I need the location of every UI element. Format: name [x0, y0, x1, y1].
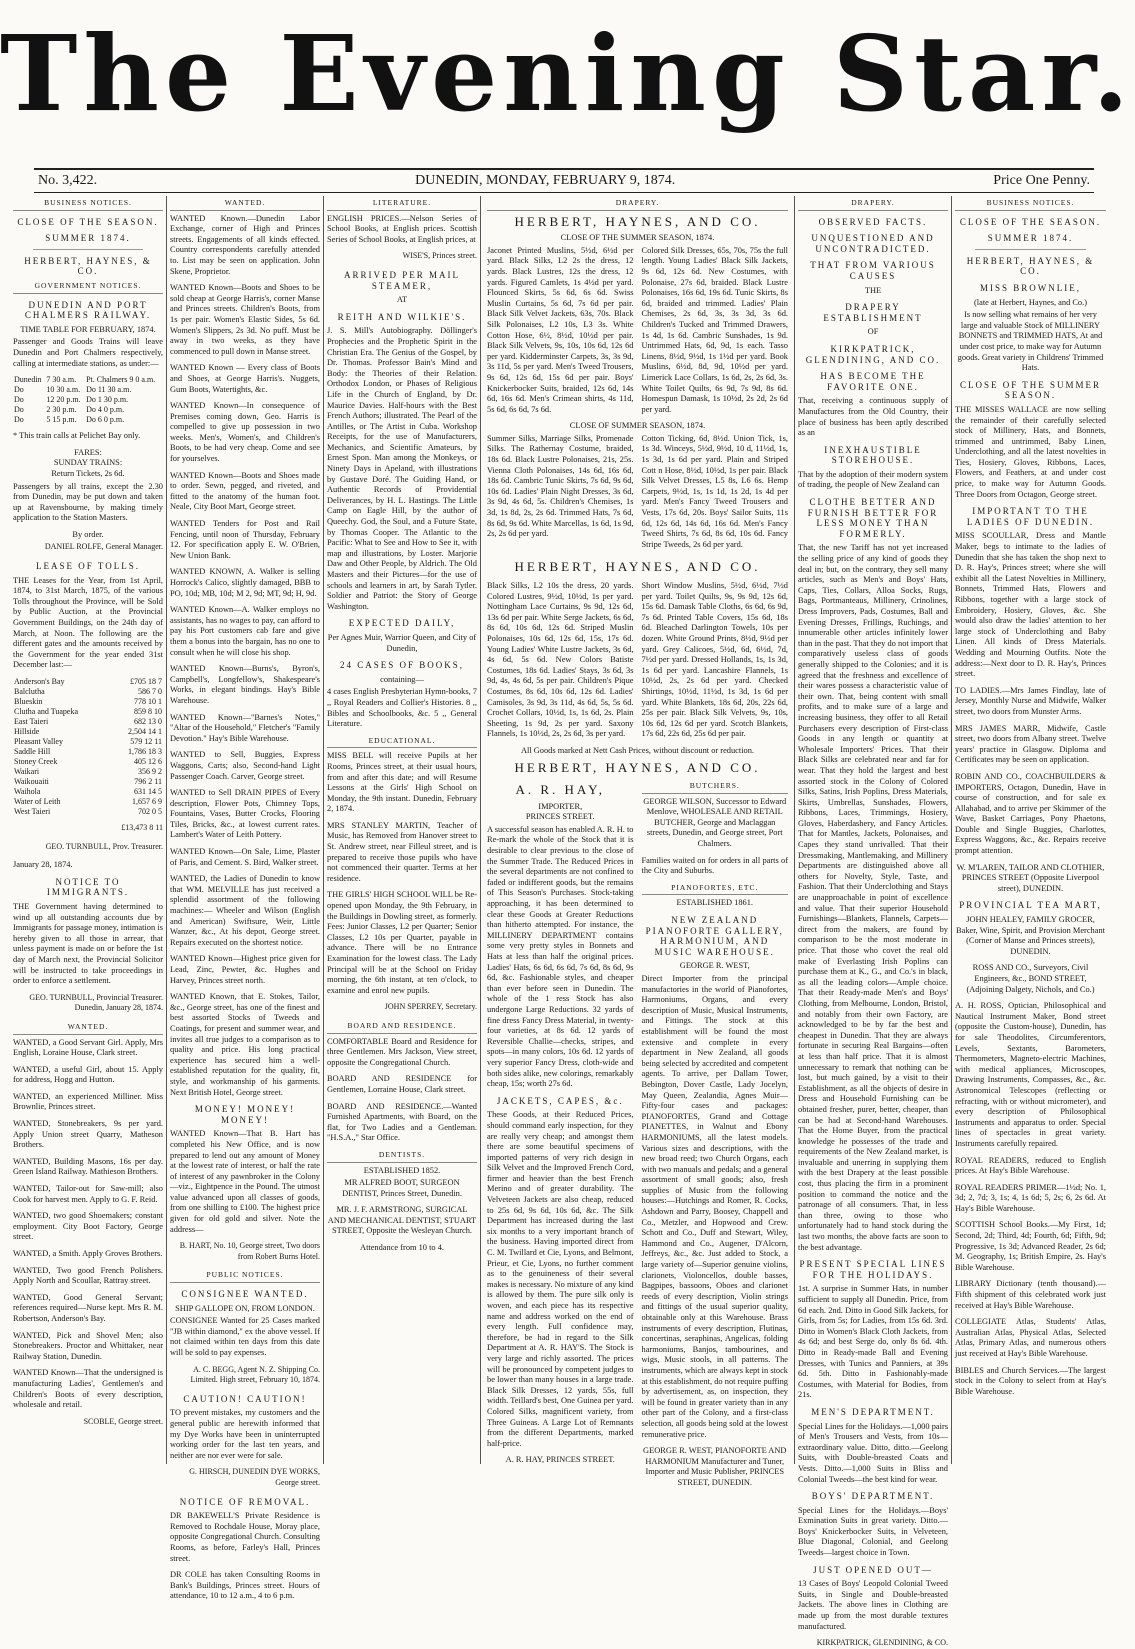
ad-text: ROYAL READERS PRIMER—1½d; No. 1, 3d; 2, 7d; 3, 1s; 4, 1s 6d; 5, 2s; 6, 2s 6d. At Hay's Bible Warehouse.	[955, 1182, 1106, 1213]
toll-row	[13, 757, 163, 767]
wanted-ad: WANTED, Building Masons, 16s per day. Green Island Railway. Mathieson Brothers.	[13, 1156, 163, 1177]
ad-text: Special Lines for the Holidays.—Boys' Exmination Suits in great variety. Ditto.—Boys' Knickerbocker Suits, in Velveteen, Blue Diagonal, Colonial, and Geelong Tweeds—largest choice in Town.	[798, 1505, 948, 1558]
ad-heading: KIRKPATRICK, GLENDINING, AND CO.	[805, 343, 941, 365]
toll-row	[13, 807, 163, 817]
toll-amount: 702 0 5	[138, 807, 162, 816]
ad-signature: GEO. TURNBULL, Provincial Treasurer. Dunedin, January 28, 1874.	[29, 992, 163, 1013]
ad-text: That by the adoption of their modern system of trading, the people of New Zealand can	[798, 469, 948, 490]
ad-text: JOHN HEALEY, FAMILY GROCER, Baker, Wine, Spirit, and Provision Merchant (Corner of Manse and Princes streets), DUNEDIN.	[956, 915, 1105, 956]
ad-text: W. M'LAREN, TAILOR AND CLOTHIER, PRINCES STREET (Opposite Liverpool street), DUNEDIN.	[956, 862, 1105, 893]
ad-signature: WISE'S, Princes street.	[402, 251, 477, 261]
ad-signature: B. HART, No. 10, George street, Two doors from Robert Burns Hotel.	[179, 1241, 320, 1261]
price-list-left: Summer Silks, Marriage Silks, Promenade Silks. The Rathernay Costume, braided, 18s 6d. Black Lustre Polonaises, 21s, 25s. Vienna Cloth Polonaises, 14s 6d, 16s 6d, 18s 6d. Cambric Tunic Skirts, 7s 6d, 9s 6d, 10s 6d. Ladies' Plain Night Dresses, 3s 6d, 3s 9d, 4s 6d, 5s. Children's Chemises, 1s 3d, 1s 8d, 2s, 2s 6d. Trimmed Hats, 7s 6d, 8s 6d, 9s 6d. White Marcellas, 1s 6d, 1s 9d, 2s, 2s 6d per yard.	[487, 433, 634, 539]
section-header: LITERATURE.	[327, 198, 477, 211]
wanted-ad: WANTED Known—Boots and Shoes to be sold cheap at George Harris's, corner Manse and Princes streets. Children's Boots, from 1s per pair. Women's Elastic Sides, 5s 6d. Women's Slippers, 2s 3d. No puff. Must be away in two weeks, as they have commenced to pull down in Manse street.	[170, 283, 320, 356]
toll-row	[13, 777, 163, 787]
ad-heading: HAS BECOME THE FAVORITE ONE.	[820, 371, 926, 392]
ad-signature: DANIEL ROLFE, General Manager.	[44, 542, 163, 552]
ad-heading: SUMMER 1874.	[45, 233, 131, 244]
ad-heading: NOTICE OF REMOVAL.	[179, 1496, 311, 1507]
ad-heading: NEW ZEALAND PIANOFORTE GALLERY, HARMONIUM, AND MUSIC WAREHOUSE.	[645, 915, 784, 957]
timetable-cell: Dunedin	[14, 375, 42, 385]
toll-amount: 682 13 0	[134, 717, 162, 726]
wanted-ad: WANTED, Good General Servant; references required—Nurse kept. Mrs R. M. Robertson, Anderson's Bay.	[13, 1292, 163, 1323]
toll-amount: 778 10 1	[134, 697, 162, 706]
ad-heading: CONSIGNEE WANTED.	[181, 1289, 309, 1300]
ad-subheading: GEORGE R. WEST,	[679, 961, 750, 971]
ad-text: SCOTTISH School Books.—My First, 1d; Second, 2d; Third, 4d; Fourth, 6d; Fifth, 9d; Progressive, 1s 3d; Advanced Reader, 2s 6d; M. Geography, 1s; British Empire, 2s. Hay's Bible Warehouse.	[955, 1220, 1106, 1272]
timetable-cell: Do	[14, 405, 24, 415]
ad-text: CONSIGNEE Wanted for 25 Cases marked "JB within diamond," ex the above vessel. If not claimed within ten days from this date will be sold to pay expenses.	[170, 1316, 320, 1357]
timetable-row	[13, 375, 163, 385]
wanted-ad: WANTED, Pick and Shovel Men; also Stonebreakers. Proctor and Whittaker, near Railway Station, Dunedin.	[13, 1330, 163, 1361]
column-1	[10, 196, 167, 1464]
ad-text: THE MISSES WALLACE are now selling the remainder of their carefully selected stock of Millinery, Hats, and Bonnets, trimmed and untrimmed, Baby Linen, Underclothing, and all the latest novelties in Ties, Hosiery, Gloves, Ribbons, Laces, Flowers, and Feathers, at and under cost price, to make way for Autumn Goods. Three Doors from Octagon, George street.	[955, 404, 1106, 499]
ad-text: That, the new Tariff has not yet increased the selling price of any kind of goods they deal in; but, on the contrary, they sell many articles, such as Men's and Boys' Hats, Caps, Ties, Collars, Alloa Socks, Rugs, Bags, Portmanteaus, Millinery, Crinolines, Dress Improvers, Pads, Costumes, Ball and Evening Dresses, Frillings, Ruchings, and innumerable other articles infinitely lower than in the past. That they do not import that comparatively useless class of goods generally shipped to the Colonies; and it is agreed that the freshness and excellence of their wares possess a characteristic value of their own. That, being content with small profits, and to make sure of a large and increasing business, they offer to all Retail Purchasers every description of First-class Goods in any length or quantity at Wholesale Importers' Prices. That their Black Silks are celebrated near and far for wear. That they hold the largest and best assorted stock in the Colony of Colored Silks, Satins, Irish Poplins, Dress Materials, Skirts, Umbrellas, Sunshades, Flowers, Ribbons, Laces, Trimmings, Hosiery, Gloves, Haberdashery, and Fancy Articles. That for Mantles, Jackets, Polonaises, and Capes they stand unrivalled. That their Dressmaking, Mantlemaking, and Millinery Departments are distinguished above all others for Novelty, Style, Taste, and Fashion. That their Underclothing and Stays are unapproachable in point of excellence and value. That their superior Household Furnishings—Blankets, Flannels, Carpets—direct from the makers, are found by comparison to be the most moderate in price. That those who covet the real old make of Everlasting Irish Poplins can purchase them at K., G., and Co.'s in black, as all the leading colors—Ample choice. That their Ready-made Men's and Boys' Clothing, from Melbourne, London, Bristol, and notably from their own Factory, are acknowledged to be by far the best and cheapest in Dunedin. That they are always fortunate in securing Real Bargains—often at less than half price. That it is almost unnecessary to remark that nothing can be lost, but much gained, by a visit to their Establishment, as all the objects of desire in Dress and Household Furnishing can be obtained fresher, purer, better, cheaper, than can be had at Second-hand Warehouses. That the Home Buyer, from the practical knowledge he possesses of the trade and requirements of the New Zealand market, is invaluable and unerring in supplying them with the best Drapery at the least possible cost, thus placing the firm in a prominent position to command the notice and the patronage of all consumers. That, in less than three, owing to those who unfortunately had to hand stock during the last two months, the above facts are soon to the best advantage.	[798, 543, 948, 1252]
wanted-ad: WANTED Known — Every class of Boots and Shoes, at George Harris's. Nuggets, Gum Boots, Watertights, &c.	[170, 363, 320, 394]
ad-heading: JACKETS, CAPES, &c.	[496, 1095, 624, 1106]
wanted-ad: WANTED Known, that E. Stokes, Tailor, &c., George street, has one of the finest and best assorted Stocks of Tweeds and Coatings, for present and summer wear, and invites all true judges to a comparison as to quality and price. His long practical experience has secured him a well-established reputation for the quality, fit, style, and workmanship of his garments. Next British Hotel, George street.	[170, 992, 320, 1097]
ad-subheading: containing—	[380, 674, 424, 684]
wanted-ad: WANTED Known—Burns's, Byron's, Campbell's, Longfellow's, Shakespeare's Works, in elegant bindings. Hay's Bible Warehouse.	[170, 664, 320, 705]
ad-text: COLLEGIATE Atlas, Students' Atlas, Australian Atlas, Physical Atlas, Selected Atlas, Primary Atlas, and numerous others just received at Hay's Bible Warehouse.	[955, 1317, 1106, 1358]
ad-subheading: ESTABLISHED 1861.	[676, 898, 754, 908]
ad-text: DR COLE has taken Consulting Rooms in Bank's Buildings, Princes street. Hours of attendance, 10 to 12 a.m., 4 to 6 p.m.	[170, 1570, 320, 1601]
toll-row	[13, 697, 163, 707]
toll-row	[13, 707, 163, 717]
ad-text: Is now selling what remains of her very large and valuable Stock of MILLINERY BONNETS and TRIMMED HATS, At and under cost price, to make way for Autumn goods. Great variety in Childrens' Trimmed Hats.	[957, 310, 1104, 373]
section-header: DRAPERY.	[798, 198, 948, 211]
wanted-ad: WANTED Known—"Barnes's Notes," "Altar of the Household," Fletcher's "Family Devotion." Hay's Bible Warehouse.	[170, 712, 320, 743]
ad-subheading: SHIP GALLOPE ON, FROM LONDON.	[175, 1303, 315, 1313]
ad-text: MRS JAMES MARR, Midwife, Castle street, two doors from Albany street. Twelve years' practice in Glasgow. Diploma and Certificates may be seen on application.	[955, 723, 1106, 765]
wanted-ad: WANTED, a Good Servant Girl. Apply, Mrs English, Loraine House, Clark street.	[13, 1037, 163, 1058]
place-date: DUNEDIN, MONDAY, FEBRUARY 9, 1874.	[415, 173, 676, 188]
price-list	[487, 244, 788, 422]
ad-heading: CLOTHE BETTER AND FURNISH BETTER FOR LESS MONEY THAN FORMERLY.	[807, 497, 939, 539]
ad-note: Return Tickets, 2s 6d.	[51, 468, 125, 478]
wanted-list	[13, 1038, 163, 1411]
toll-gate: Stoney Creek	[14, 757, 58, 766]
ad-heading: IMPORTANT TO THE LADIES OF DUNEDIN.	[966, 506, 1095, 527]
toll-amount: 796 2 11	[134, 777, 162, 786]
toll-gate: East Taieri	[14, 717, 49, 726]
ad-text: 1st. A surprise in Summer Hats, in number sufficient to supply all Dunedin. Price, from 6d each. 2nd. Ditto in Good Silk Jackets, for Girls, from 5s; for Ladies, from 15s 6d. 3rd. Ditto in Women's Black Cloth Jackets, from 4s 6d; and best Serge do, only 8s 6d. 4th. Ditto in Ready-made Ball and Evening Dresses, with Tunics and Panniers, at 39s 6d. 5th. Ditto in Fashionably-made Costumes, with Material for Bodies, from 21s.	[798, 1284, 948, 1400]
wanted-ad: WANTED KNOWN, A. Walker is selling Horrock's Calico, slightly damaged, BBB to PO, 10d; MB, 10d; M 2, 9d; MT, 9d; H, 9d.	[170, 567, 320, 598]
ad-subheading: IMPORTER,	[538, 801, 583, 811]
toll-row	[13, 797, 163, 807]
wanted-ad: WANTED, a Smith. Apply Groves Brothers.	[13, 1249, 163, 1258]
ad-text: MISS SCOULLAR, Dress and Mantle Maker, begs to intimate to the ladies of Dunedin that she has taken the shop next to D. R. Hay's, Princes street; where she will exhibit all the Latest Novelties in Millinery, Bonnets, Trimmed Hats, Flowers and Ribbons, together with a large stock of Embroidery, Hosiery, Gloves, &c. She would also draw the ladies' attention to her large stock of Underclothing and Baby Linen. All kinds of Dress Materials. Wedding and Mourning Outfits. Note the address:—Next door to D. R. Hay's, Princes street.	[955, 531, 1106, 679]
toll-row	[13, 737, 163, 747]
ad-text: Families waited on for orders in all parts of the City and Suburbs.	[641, 855, 788, 876]
ad-text: ENGLISH PRICES.—Nelson Series of School Books, at English prices. Scottish Series of School Books, at English prices, at	[327, 213, 477, 244]
ad-subheading: (late at Herbert, Haynes, and Co.)	[973, 297, 1088, 307]
ad-subheading: OF	[867, 327, 879, 337]
toll-amount: 859 8 10	[134, 707, 162, 716]
ad-heading: CAUTION! CAUTION!	[183, 1393, 307, 1404]
ad-signature: A. C. BEGG, Agent N. Z. Shipping Co. Limited. High street, February 10, 1874.	[190, 1364, 320, 1385]
ad-text: GEORGE WILSON, Successor to Edward Menlove, WHOLESALE AND RETAIL BUTCHER, George and Maclaggan streets, Dunedin, and George street, Port Chalmers.	[643, 796, 787, 849]
toll-gate: Waikari	[14, 767, 40, 776]
ad-heading: OBSERVED FACTS.	[818, 216, 928, 227]
butchers-piano	[642, 779, 789, 1488]
toll-amount: 1,657 6 9	[132, 797, 162, 806]
ad-firm: HERBERT, HAYNES, & CO.	[966, 255, 1095, 277]
section-header: DRAPERY.	[487, 198, 788, 211]
ad-text: COMFORTABLE Board and Residence for three Gentlemen. Mrs Jackson, View street, opposite the Congregational Church.	[327, 1036, 477, 1067]
ad-subheading: CLOSE OF THE SUMMER SEASON, 1874.	[560, 233, 715, 243]
ad-text: BOARD AND RESIDENCE.—Wanted Furnished Apartments, with Board, on the flat, for Two Ladies and a Gentleman. "H.S.A.," Star Office.	[327, 1101, 477, 1143]
price-list-right: Short Window Muslins, 5½d, 6½d, 7½d per yard. Toilet Quilts, 9s, 9s 9d, 12s 6d, 15s 6d. Damask Table Cloths, 6s 6d, 6s 9d, 7s 6d. Printed Table Covers, 15s 6d, 18s 6d. Bleached Darlington Towels, 10s per dozen. White Ground Prints, 8½d, 9½d per yard. Grey Calicoes, 5½d, 6d, 6½d, 7d, 7½d per yard. Dressed Hollands, 1s, 1s 3d, 1s 6d per yard. Lancashire Flannels, 1s 10½d, 2s, 2s 6d per yard. Checked Shirtings, 10½d, 11½d, 1s 3d, 1s 6d per yard. White Blankets, 18s 6d, 20s, 22s 6d, 25s per pair. Black Silk Velvets, 9s, 10s, 10s 6d, 12s 6d per yard. Scotch Blankets, 17s 6d, 22s 6d, 25s 6d per pair.	[641, 581, 788, 739]
timetable-cell: Do	[14, 395, 24, 405]
wanted-ad: WANTED Known—That the undersigned is manufacturing Ladies', Gentlemen's and Children's Boots of every description, wholesale and retail.	[13, 1368, 163, 1410]
ad-text: MISS BELL will receive Pupils at her Rooms, Princes street, at their usual hours, from and after this date; and will Resume Lessons at the Girls' High School on Monday, the 9th instant. Dunedin, February 2, 1874.	[327, 751, 477, 814]
ad-signature: A. R. HAY, PRINCES STREET.	[505, 1455, 615, 1465]
toll-row	[13, 747, 163, 757]
ad-text: MR ALFRED BOOT, SURGEON DENTIST, Princes Street, Dunedin.	[342, 1178, 462, 1198]
timetable-cell: 10 30 a.m.	[46, 385, 81, 395]
price-list	[487, 579, 788, 746]
ad-text: A successful season has enabled A. R. H. to Re-mark the whole of the Stock that it is desirable to clear previous to the close of the Summer Trade. The Reduced Prices in the several departments are not confined to faded or indifferent goods, but the remains of This Season's Purchases. Stock-taking approaching, it has been determined to clear these Goods at Greater Reductions than hitherto attempted. For instance, the MILLINERY DEPARTMENT contains some very pretty styles in Bonnets and Hats at less than half the original prices. Ladies' Hats, 6s 6d, 6s 6d, 7s 6d, 8s 6d, 9s 6d, &c. Fashionable styles, and cheaper than ever before seen in Dunedin. The whole of the 1 ress Stock has also undergone Large Reductions. 32 yards of fine dress Fancy Dress Material, in twenty-four varieties, at 8s 6d. 12 yards of Reversible Challie—checks, stripes, and spots—in many colors, 10s 6d. 12 yards of very superior Fancy Dress, cloth-wide and both sides alike, new colorings, remarkably cheap, 15s; worth 27s 6d.	[487, 824, 634, 1089]
toll-row	[13, 787, 163, 797]
toll-gate: Blueskin	[14, 697, 43, 706]
toll-gate: Anderson's Bay	[14, 677, 65, 686]
ad-heading: 24 CASES OF BOOKS,	[339, 660, 465, 671]
ad-heading: MONEY! MONEY! MONEY!	[194, 1104, 296, 1125]
tolls-table	[13, 677, 163, 817]
toll-amount: £705 18 7	[130, 677, 162, 686]
lower-drapery	[487, 779, 788, 1488]
timetable	[13, 375, 163, 425]
ad-note: All Goods marked at Nett Cash Prices, without discount or reduction.	[520, 745, 755, 755]
ad-text: THE Government having determined to wind up all outstanding accounts due by Immigrants for passage money, intimation is hereby given to all those in arrear, that unless payment is made on or before the 1st day of March next, the Provincial Solicitor will be instructed to take proceedings in order to enforce a settlement.	[13, 901, 163, 986]
toll-row	[13, 727, 163, 737]
ad-text: These Goods, at their Reduced Prices, should command early inspection, for they are really very cheap; and amongst them there are some beautiful specimens of imported patterns of very rich design in Silk Velvet and the Improved French Cord, firmer and heavier than the best French Merino and of greater durability. The Velveteen Jackets are also cheap, reduced to 25s 6d, 9s 6d, 10s 6d, &c. The Silk Department has increased during the last six months to a very important branch of the business. Having imported direct from C. M. Twillard et Cie, Lyons, and Belmont, Prieur, et Cie, Lyons, no further comment as to the genuineness of their several makes is necessary. No mixture of any kind is allowed by them. The pure silk only is woven, and each piece has its respective name and address worked on the end of every length. Full confidence may, therefore, be had in regard to the Silk Department at A. R. HAY'S. The Stock is very large and richly assorted. The prices will be pronounced by competent judges to be lower than many houses in a large trade. Black Silk Dresses, 12 yards, 55s, full width. Teillard's best, One Guinea per yard. Colored Silks, magnificent variety, from Three Guineas. A Large Lot of Remnants from the different Departments, marked half-price.	[487, 1110, 634, 1448]
tolls-total: £13,473 8 11	[121, 823, 163, 832]
column-2	[167, 196, 324, 1601]
ad-heading: EXPECTED DAILY,	[348, 618, 456, 629]
wanted-ad: WANTED, two good Shoemakers; constant employment. City Boot Factory, George street.	[13, 1211, 163, 1242]
ad-signature: KIRKPATRICK, GLENDINING, & CO.	[816, 1638, 948, 1648]
toll-amount: 356 9 2	[138, 767, 162, 776]
timetable-row	[13, 395, 163, 405]
ad-heading: DRAPERY ESTABLISHMENT	[823, 302, 923, 323]
ad-text: TO LADIES.—Mrs James Findlay, late of Jersey, Monthly Nurse and Midwife, Walker street, two doors from Munster Arms.	[955, 685, 1106, 716]
wanted-ad: WANTED Known—Highest price given for Lead, Zinc, Pewter, &c. Hughes and Harvey, Princes street north.	[170, 954, 320, 985]
ad-text: ROBIN AND CO., COACHBUILDERS & IMPORTERS, Octagon, Dunedin, Have in course of construction, and for sale ex Allahabad, and to arrive per Skimmer of the Wave, Basket Carriages, Pony Phaetons, Double and Single Buggies, Charlottes, Express Waggons, &c., &c. Repairs receive prompt attention.	[955, 771, 1106, 856]
arh-ad	[487, 779, 634, 1488]
ad-text: 13 Cases of Boys' Leopold Colonial Tweed Suits, in Single and Double-breasted Jackets. The above lines in Clothing are made up from the most durable textures manufactured.	[798, 1579, 948, 1631]
toll-gate: Hillside	[14, 727, 40, 736]
section-header: BUSINESS NOTICES.	[13, 198, 163, 211]
ad-text: Special Lines for the Holidays.—1,000 pairs of Men's Trousers and Vests, from 10s—extraordinary value. Ditto, ditto.—Geelong Suits, with Double-breasted Coats and Vests. Ditto.—1,000 Suits in Bliss and Colonial Tweeds—the best kind for wear.	[798, 1421, 948, 1484]
ad-heading: CLOSE OF THE SEASON.	[17, 216, 159, 227]
ad-subheading: THE	[864, 285, 882, 295]
ad-signature: GEORGE R. WEST, PIANOFORTE AND HARMONIUM Manufacturer and Tuner, Importer and Music Publisher, PRINCES STREET, DUNEDIN.	[643, 1446, 787, 1487]
timetable-cell: Do 4 0 p.m.	[86, 405, 125, 415]
ad-text: THE Leases for the Year, from 1st April, 1874, to 31st March, 1875, of the various Tolls throughout the Province, will be Sold by Public Auction, at the Provincial Government Buildings, on the 24th day of March, at Noon. The following are the different gates and the amounts received by the Government for the year ended 31st December last:—	[13, 575, 163, 670]
ad-heading: MEN'S DEPARTMENT.	[811, 1406, 935, 1417]
ad-heading: HERBERT, HAYNES, AND CO.	[514, 759, 761, 775]
timetable-row	[13, 385, 163, 395]
timetable-cell: 12 20 p.m.	[46, 395, 81, 405]
toll-gate: Clutha and Tuapeka	[14, 707, 78, 716]
ad-signature: GEO. TURNBULL, Prov. Treasurer.	[45, 841, 163, 851]
price-list-right: Colored Silk Dresses, 65s, 70s, 75s the full length. Young Ladies' Black Silk Jackets, 9s 6d, 12s 6d. New Costumes, with Polonaise, 27s 6d, braided. Black Lustre Polonaises, 16s 6d, 19s 6d. Tunic Skirts, 8s 6d, braided and trimmed. Ladies' Plain Chemises, 2s 6d, 3s, 3s 3d, 3s 6d. Children's Tucked and Trimmed Drawers, 1s 4d, 1s 6d. Cambric Sunshades, 1s 9d. Untrimmed Hats, 6d, 9d, 1s each. Tasso Linens, 8½d, 9½d, 1s 1½d per yard. Book Muslins, 6½d, 8d, 9d, 10½d per yard. Limerick Lace Collars, 1s 6d, 2s, 2s 6d, 3s. White Toilet Quilts, 6s 9d, 7s 9d, 8s 6d. Homespun Damask, 1s 10½d, 2s 2d, 2s 6d per yard.	[641, 245, 788, 414]
ad-text: DR BAKEWELL'S Private Residence is Removed to Rochdale House, Moray place, opposite Congregational Church. Consulting Rooms, as before, Farley's Hall, Princes street.	[170, 1511, 320, 1563]
timetable-row	[13, 415, 163, 425]
wanted-ad: WANTED, Stonebreakers, 9s per yard. Apply Union street Quarry, Matheson Brothers.	[13, 1119, 163, 1150]
toll-amount: 586 7 0	[138, 687, 162, 696]
toll-gate: Water of Leith	[14, 797, 61, 806]
ad-text: Passengers by all trains, except the 2.30 from Dunedin, may be put down and taken up at Ravensbourne, by making timely application to the Station Masters.	[13, 481, 163, 523]
wanted-ad: WANTED Known—In consequence of Premises coming down, Geo. Harris is compelled to give up possession in two weeks. Men's, Women's, and Children's Boots, to be had very cheap. Come and see for yourselves.	[170, 401, 320, 464]
ad-date: January 28, 1874.	[13, 860, 73, 870]
ad-text: J. S. Mill's Autobiography. Döllinger's Prophecies and the Prophetic Spirit in the Christian Era. The Genius of the Gospel, by Dr. Thomas. Professor Bain's Mind and Body: the Theories of their Relation. Orthodox London, or Phases of Religious Life in the Church of England, by Dr. Maurice Davies. Half-hours with the Best French Authors; illustrated. The Pearl of the Antilles, or The Artist in Cuba. Workshop Receipts, for the use of Manufacturers, Mechanics, and Scientific Amateurs, by Ernest Spon. Man among the Monkeys, or Ninety Days in Apeland, with illustrations by Gustave Doré. The Guiding Hand, or Authentic Records of Providential Deliverances, by H. L. Hastings. The Little Camp on Eagle Hill, by the author of Queechy. God, the Soul, and a Future State, by Thomas Cooper. The Atlantic to the Pacific: What to See and How to See it, with map and illustrations, by Loster. Marjorie Daw and Other People, by Aldrich. The Old Masters and their Pictures—for the use of schools and learners in art, by Sarah Tytler. Soldier and Patriot: the Story of George Washington.	[327, 326, 477, 611]
price-list-right: Cotton Ticking, 6d, 8½d. Union Tick, 1s, 1s 3d. Winceys, 5½d, 9½d, 10 d, 11½d, 1s, 1s 3d, 1s 6d per yard. Plain and Striped Cott n Hose, 8½d, 10½d, 1s per pair. Black Silk Velvet Dresses, L5 8s, L6 6s. Hemp Carpets, 9½d, 1s, 1s 1d, 1s 2d, 1s 4d per yard. Men's Fancy Tweed Trousers and Vests, 17s 6d, 20s. Boys' Sailor Suits, 11s 6d, 12s 6d, 14s 6d, 16s 6d. Men's Fancy Tweed Shirts, 7s 6d, 8s 6d, 10s 6d. Fancy Stripe Tweeds, 2s 6d per yard.	[641, 433, 788, 549]
ad-text: 4 cases English Presbyterian Hymn-books, 7 ,, Royal Readers and Collier's Histories. 8 ,, Bibles and Schoolbooks, &c. 5 ,, General Literature.	[327, 687, 477, 729]
toll-gate: West Taieri	[14, 807, 51, 816]
ad-subheading: CLOSE OF SUMMER SEASON, 1874.	[569, 421, 706, 431]
ad-heading: MISS BROWNLIE,	[979, 282, 1081, 293]
ad-text: ROSS AND CO., Surveyors, Civil Engineers, &c., BOND STREET, (Adjoining Dalgety, Nichols, and Co.)	[966, 963, 1095, 994]
wanted-ad: WANTED Tenders for Post and Rail Fencing, until noon of Thursday, February 12. For specification apply E. W. O'Brien, New Union Bank.	[170, 519, 320, 560]
section-header: BOARD AND RESIDENCE.	[327, 1021, 477, 1034]
section-header: PIANOFORTES, ETC.	[642, 883, 789, 896]
wanted-ad: WANTED to Sell DRAIN PIPES of Every description, Flower Pots, Chimney Tops, Fountains, Vases, Butter Crocks, Flooring Tiles, Bricks, &c., at lowest current rates. Lambert's Water of Leith Pottery.	[170, 788, 320, 840]
ad-text: BOARD AND RESIDENCE for Gentlemen, Lorraine House, Clark street.	[327, 1074, 477, 1094]
ad-note: Attendance from 10 to 4.	[360, 1243, 444, 1253]
ad-text: MR. J. F. ARMSTRONG, SURGICAL AND MECHANICAL DENTIST, STUART STREET, Opposite the Wesleyan Church.	[327, 1205, 477, 1236]
wanted-ad: WANTED, Two good French Polishers. Apply North and Scoullar, Rattray street.	[13, 1265, 163, 1286]
columns	[10, 196, 1110, 1648]
ad-heading: DUNEDIN AND PORT CHALMERS RAILWAY.	[24, 299, 152, 321]
timetable-cell: Do 6 0 p.m.	[86, 415, 125, 425]
ad-heading: INEXHAUSTIBLE STOREHOUSE.	[824, 444, 922, 466]
ad-signature: JOHN SPERREY, Secretary.	[384, 1002, 477, 1012]
wanted-ad: WANTED to Sell, Buggies, Express Waggons, Carts; also, Second-hand Light Passenger Coach. Carver, George street.	[170, 750, 320, 781]
wanted-ad: WANTED Known—On Sale, Lime, Plaster of Paris, and Cement. S. Bird, Walker street.	[170, 847, 320, 867]
toll-row	[13, 767, 163, 777]
ad-subheading: AT	[396, 295, 408, 305]
ad-heading: THAT FROM VARIOUS CAUSES	[810, 260, 936, 281]
toll-gate: Waihola	[14, 787, 41, 796]
timetable-cell: Do	[14, 415, 24, 425]
ad-heading: JUST OPENED OUT—	[813, 1564, 933, 1575]
ad-text: Direct Importer from the principal manufactories in the world of Pianofortes, Harmoniums, Organs, and every description of Music, Musical Instruments, and Fittings. The stock at this establishment will be found the most extensive and complete in every department in New Zealand, all goods being selected by accredited and competent agents. To arrive, per Dallam Tower, Bebington, Dover Castle, Lady Jocelyn, May Queen, Zealandia, Agnes Muir—Fifty-four cases and packages: PIANOFORTES, Grand and Cottage PIANETTES, in Walnut and Ebony HARMONIUMS, all the latest models. Various sizes and descriptions, with the new broad reed; two Church Organs, each with two manuals and pedals; and a general assortment of small goods; also, fresh supplies of Music from the following houses:—Hutchings and Romer, R. Cocks, Ashdown and Parry, Boosey, Chappell and Co., Metzler, and Hopwood and Crew. Schott and Co., Duff and Stewart, Wiley, Hammond and Co., Augener, D'Alcorn, Jeffreys, &c., &c. Just added to Stock, a large variety of—Superior genuine violins, clarionets, Violoncellos, double basses, Bagpipes, bassoons, Oboes and clarionet reeds of every description, Violin strings and fittings of the usual superior quality, obtainable only at this Warehouse. Brass instruments of every description, Flutinas, concertinas, seraphinas, Angelicas, folding harmoniums, Banjos, tambourines, and wigs, Music stools, in all patterns. The instruments, which are always kept in stock at this establishment, do not require puffing by advertisement, as, on inspection, they will be found in greater variety than in any other part of the Colony, and a first-class selection, all goods being sold at the lowest remunerative price.	[641, 974, 788, 1439]
ad-text: That, receiving a continuous supply of Manufactures from the Old Country, their place of business has been aptly described as an	[798, 396, 948, 438]
toll-amount: 405 12 6	[134, 757, 162, 766]
timetable-cell: Pt. Chalmers 9 0 a.m.	[86, 375, 156, 385]
ad-text: ROYAL READERS, reduced to English prices. At Hay's Bible Warehouse.	[955, 1155, 1106, 1176]
ad-note: By order.	[72, 529, 104, 539]
ad-text: Per Agnes Muir, Warrior Queen, and City of Dunedin,	[327, 632, 477, 653]
wanted-ad: WANTED, the Ladies of Dunedin to know that WM. MELVILLE has just received a splendid assortment of the following machines:— Wheeler and Wilson (English and American) Swiftsure, Weir, Little Wanzer, &c., At his depot, George street. Repairs executed on the shortest notice.	[170, 874, 320, 947]
section-header: DENTISTS.	[327, 1150, 477, 1163]
toll-amount: 631 14 5	[134, 787, 162, 796]
wanted-list	[170, 214, 320, 1099]
ad-subheading: TIME TABLE FOR FEBRUARY, 1874.	[20, 324, 156, 334]
price-list-left: Black Silks, L2 10s the dress, 20 yards. Colored Lustres, 9½d, 10½d, 1s per yard. Nottingham Lace Curtains, 9s 9d, 12s 6d, 13s 6d per pair. White Serge Jackets, 6s 6d, 8s 6d, 10s 6d, 12s 6d. Striped Muslin Polonaises, 10s 6d, 12s 6d, 15s, 17s 6d. Young Ladies' White Lustre Jackets, 3s 6d, 4s 6d, 5s 6d. New Colors Batiste Costumes, 18s 6d. Ladies' Stays, 3s 6d, 3s 9d, 4s, 4s 6d, 5s per pair. Children's Pique Costumes, 8s 6d, 10s 6d, 12s 6d. Ladies' Camisoles, 3s 9d, 3s 11d, 4s 6d, 5s, 5s 6d. Crochet Collars, 10½d, 1s, 1s 6d, 2s. Plain Sheeting, 1s 9d, 2s per yard. Saxony Flannels, 1s 10½d, 2s, 2s 6d, 3s per yard.	[487, 581, 634, 739]
wanted-ad: WANTED Known—A. Walker employs no assistants, has no wages to pay, can afford to pay his Port customers cab fare and give them a bonus into the bargain, has no one to consult when he will close his shop.	[170, 605, 320, 657]
ad-firm: HERBERT, HAYNES, & CO.	[24, 255, 152, 277]
toll-amount: 1,786 18 3	[128, 747, 162, 756]
ad-heading: ARRIVED PER MAIL STEAMER,	[343, 269, 460, 291]
section-header: BUTCHERS.	[642, 781, 789, 794]
ad-heading: UNQUESTIONED AND UNCONTRADICTED.	[811, 233, 935, 254]
price: Price One Penny.	[993, 173, 1090, 188]
toll-gate: Pleasant Valley	[14, 737, 63, 746]
ad-text: TO prevent mistakes, my customers and the general public are herewith informed that my Dye Works have been in uninterrupted working order for the last ten years, and neither are nor ever were for sale.	[170, 1408, 320, 1460]
ad-heading: HERBERT, HAYNES, AND CO.	[514, 559, 761, 575]
toll-row	[13, 687, 163, 697]
timetable-cell: 7 30 a.m.	[46, 375, 77, 385]
ad-subheading: SUNDAY TRAINS:	[53, 458, 123, 468]
section-header: BUSINESS NOTICES.	[955, 198, 1106, 211]
timetable-row	[13, 405, 163, 415]
timetable-cell: 2 30 p.m.	[46, 405, 77, 415]
ad-text: A. H. ROSS, Optician, Philosophical and Nautical Instrument Maker, Bond street (opposite the Custom-house), Dunedin, has for sale Theodolites, Circumferentors, Levels, Sextants, Barometers, Thermometers, Magneto-electric Machines, with medical appliances, Microscopes, Drawing Instruments, Compasses, &c., &c. Astronomical Telescopes (reflecting or refracting, with or without micrometer), and every description of Philosophical Instruments and apparatus to order. Special lines of spectacles in great variety. Instruments carefully repaired.	[955, 1001, 1106, 1148]
issue-number: No. 3,422.	[38, 173, 98, 188]
ad-text: Passenger and Goods Trains will leave Dunedin and Port Chalmers respectively, calling at intermediate stations, as under:—	[13, 337, 163, 368]
divider	[33, 249, 143, 250]
ad-text: BIBLES and Church Services.—The largest stock in the Colony to select from at Hay's Bible Warehouse.	[955, 1365, 1106, 1396]
masthead	[0, 0, 1135, 148]
ad-text: LIBRARY Dictionary (tenth thousand).—Fifth shipment of this celebrated work just received at Hay's Bible Warehouse.	[955, 1279, 1106, 1310]
timetable-cell: Do 11 30 a.m.	[86, 385, 132, 395]
drapery-section	[481, 196, 795, 1487]
ad-heading: HERBERT, HAYNES, AND CO.	[514, 213, 761, 229]
toll-gate: Waikouaiti	[14, 777, 49, 786]
newspaper-title: The Evening Star.	[0, 12, 1135, 135]
ad-signature: SCOBLE, George street.	[83, 1416, 163, 1426]
ad-heading: PROVINCIAL TEA MART,	[959, 900, 1102, 911]
ad-text: MRS STANLEY MARTIN, Teacher of Music, has Removed from Hanover street to St. Andrew street, near Filleul street, and is prepared to receive those pupils who have not commenced their quarter. Terms at her residence.	[327, 820, 477, 883]
ad-signature: G. HIRSCH, DUNEDIN DYE WORKS, George street.	[189, 1467, 320, 1487]
toll-row	[13, 717, 163, 727]
toll-row	[13, 677, 163, 687]
ad-heading: A. R. HAY,	[515, 782, 606, 798]
ad-heading: SUMMER 1874.	[987, 233, 1074, 244]
column-8	[952, 196, 1109, 1464]
ad-text: THE GIRLS' HIGH SCHOOL WILL be Re-opened upon Monday, the 9th February, in the Buildings in Dowling street, as formerly. Fees: Junior Classes, L2 per Quarter; Senior Classes, L2 10s per Quarter, payable in advance. There will be no Entrance Examination for the lowest class. The Lady Principal will be at the School on Friday morning, the 6th instant, at ten o'clock, to examine and enrol new pupils.	[327, 890, 477, 995]
wanted-ad: WANTED, Tailor-out for Saw-mill; also Cook for harvest men. Apply to G. F. Reid.	[13, 1184, 163, 1204]
toll-gate: Balclutha	[14, 687, 45, 696]
timetable-cell: Do 1 30 p.m.	[86, 395, 129, 405]
toll-amount: 579 12 11	[130, 737, 162, 746]
toll-gate: Saddle Hill	[14, 747, 51, 756]
wanted-ad: WANTED, an experienced Milliner. Miss Brownlie, Princes street.	[13, 1091, 163, 1112]
ad-heading: NOTICE TO IMMIGRANTS.	[46, 876, 130, 898]
toll-amount: 2,504 14 1	[128, 727, 162, 736]
section-header: EDUCATIONAL.	[327, 736, 477, 749]
divider	[975, 249, 1086, 250]
wanted-ad: WANTED Known.—Dunedin Labor Exchange, corner of High and Princes streets. Engagements of all kinds effected. Country correspondents carefully attended to. List may be seen on application. John Skene, Proprietor.	[170, 213, 320, 276]
section-header: WANTED.	[170, 198, 320, 211]
wanted-ad: WANTED, a useful Girl, about 15. Apply for address, Hogg and Hutton.	[13, 1064, 163, 1085]
ad-heading: CLOSE OF THE SEASON.	[959, 216, 1102, 227]
price-list	[487, 432, 788, 557]
column-7	[795, 196, 952, 1648]
section-header: PUBLIC NOTICES.	[170, 1270, 320, 1283]
wanted-ad: WANTED Known—Boots and Shoes made to order. Sewn, pegged, and riveted, and fitted to the anatomy of the human foot. Neale, City Boot Mart, George street.	[170, 470, 320, 512]
ad-heading: REITH AND WILKIE'S.	[337, 311, 467, 322]
ad-heading: CLOSE OF THE SUMMER SEASON.	[959, 379, 1102, 401]
timetable-cell: 5 15 p.m.	[46, 415, 77, 425]
ad-subheading: FARES:	[74, 447, 102, 457]
ad-note: * This train calls at Pelichet Bay only.	[13, 431, 141, 441]
ad-heading: BOYS' DEPARTMENT.	[811, 1491, 935, 1502]
section-header: GOVERNMENT NOTICES.	[13, 281, 163, 294]
price-list-left: Jaconet Printed Muslins, 5½d, 6½d per yard. Black Silks, L2 2s the dress, 12 yards. Black Lustres, 12s the dress, 12 yards. Figured Camlets, 1s 4½d per yard. Flounced Skirts, 5s 6d, 6s 6d. Swiss Muslin Curtains, 5s 6d, 7s 6d per pair. Black Silk Velvet Jackets, 63s, 70s. Black Silk Polonaises, L2 10s, L3 3s. White Cotton Hose, 6½, 8½d, 10½d per pair. Black Silk Velvets, 9s, 10s, 10s 6d, 12s 6d per yard. Kidderminster Carpets, 3s, 3s 9d, 3s 11d, 5s per yard. Men's Tweed Trousers, 9s 6d, 12s 6d, 15s 6d per pair. Boys' Knickerbocker Suits, braided, 12s 6d, 14s 6d, 16s 6d. Men's Crimean shirts, 4s 11d, 5s 6d, 6s 6d, 7s 6d.	[487, 245, 634, 414]
dateline	[34, 168, 1094, 193]
ad-text: WANTED Known—That B. Hart has completed his New Office, and is now prepared to lend out any amount of Money at the lowest rate of interest, or half the rate of interest of any pawnbroker in the Colony—viz., Eightpence in the Pound. The utmost value advanced upon all classes of goods, from one shilling to £100. The highest price given for old gold and silver. Note the address—	[170, 1129, 320, 1234]
column-3	[324, 196, 481, 1464]
timetable-cell: Do	[14, 385, 24, 395]
ad-subheading: ESTABLISHED 1852.	[363, 1165, 441, 1175]
ad-heading: LEASE OF TOLLS.	[36, 561, 140, 572]
section-header: WANTED.	[13, 1022, 163, 1035]
ad-subheading: PRINCES STREET.	[525, 812, 595, 822]
ad-heading: PRESENT SPECIAL LINES FOR THE HOLIDAYS.	[799, 1259, 947, 1280]
